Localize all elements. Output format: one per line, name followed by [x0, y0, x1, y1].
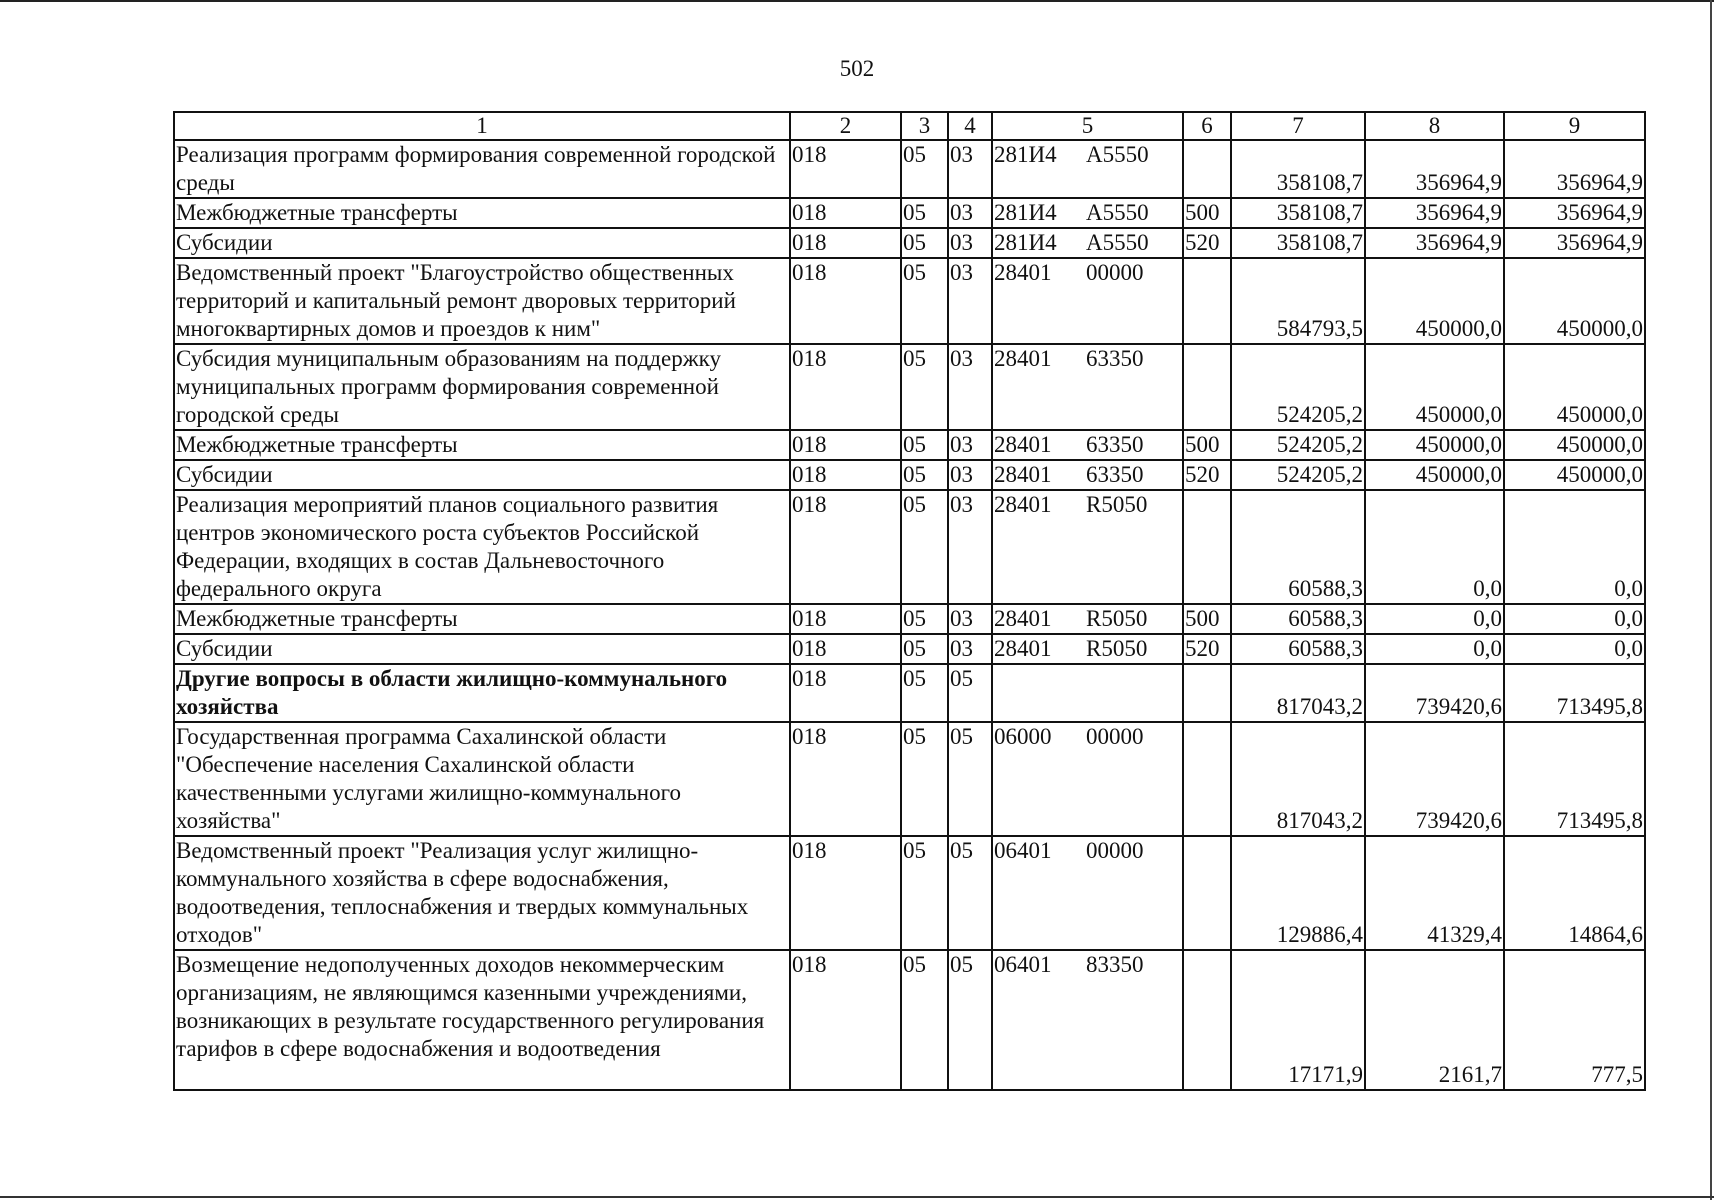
row-name: Субсидии: [174, 634, 790, 664]
row-code-subsection: 03: [948, 430, 992, 460]
row-code-target-program: 281И4: [994, 142, 1057, 167]
table-row: [174, 836, 1645, 950]
row-code-target: [992, 460, 1183, 490]
row-code-admin: 018: [790, 258, 901, 344]
row-code-subsection: 03: [948, 634, 992, 664]
row-code-admin: 018: [790, 950, 901, 1090]
row-amount-col-7: 60588,3: [1231, 604, 1365, 634]
header-col-4: 4: [948, 112, 992, 140]
table-row: [174, 430, 1645, 460]
row-code-target-program: 06401: [994, 838, 1052, 863]
row-code-target-program: 28401: [994, 260, 1052, 285]
table-row: [174, 664, 1645, 722]
row-code-target-direction: 83350: [1086, 952, 1144, 977]
row-code-section: 05: [901, 344, 948, 430]
row-code-admin: 018: [790, 198, 901, 228]
table-row: [174, 460, 1645, 490]
header-col-9: 9: [1504, 112, 1645, 140]
row-amount-col-8: 739420,6: [1365, 722, 1504, 836]
row-amount-col-7: 60588,3: [1231, 490, 1365, 604]
page-number: 502: [839, 56, 875, 81]
row-code-section: 05: [901, 634, 948, 664]
row-code-section: 05: [901, 490, 948, 604]
row-code-target-program: 06401: [994, 952, 1052, 977]
row-amount-col-7: 60588,3: [1231, 634, 1365, 664]
row-code-subsection: 05: [948, 722, 992, 836]
row-code-target-program: 06000: [994, 724, 1052, 749]
row-code-target: [992, 634, 1183, 664]
row-name: Субсидии: [174, 228, 790, 258]
row-name: Реализация мероприятий планов социального развития центров экономического роста субъектов Российской Федерации, входящих в состав Дальневосточного федерального округа: [174, 490, 790, 604]
table-row: [174, 950, 1645, 1090]
row-code-section: 05: [901, 198, 948, 228]
row-code-subsection: 03: [948, 140, 992, 198]
row-code-section: 05: [901, 604, 948, 634]
row-amount-col-8: 0,0: [1365, 634, 1504, 664]
row-code-target: [992, 604, 1183, 634]
row-amount-col-8: 356964,9: [1365, 140, 1504, 198]
row-code-admin: 018: [790, 430, 901, 460]
row-code-target-direction: R5050: [1086, 636, 1148, 661]
row-amount-col-7: 524205,2: [1231, 344, 1365, 430]
row-name: Ведомственный проект "Благоустройство общественных территорий и капитальный ремонт дворовых территорий многоквартирных домов и проездов к ним": [174, 258, 790, 344]
row-code-admin: 018: [790, 228, 901, 258]
table-row: [174, 604, 1645, 634]
row-code-target-direction: 63350: [1086, 346, 1144, 371]
row-code-expense-type: [1183, 490, 1231, 604]
row-code-target-direction: 63350: [1086, 432, 1144, 457]
row-code-target-direction: R5050: [1086, 492, 1148, 517]
row-code-expense-type: 500: [1183, 430, 1231, 460]
row-name: Межбюджетные трансферты: [174, 198, 790, 228]
row-name: Реализация программ формирования современной городской среды: [174, 140, 790, 198]
row-code-expense-type: 500: [1183, 604, 1231, 634]
row-code-section: 05: [901, 664, 948, 722]
top-edge-rule: [0, 0, 1714, 2]
row-code-subsection: 05: [948, 950, 992, 1090]
row-name: Субсидия муниципальным образованиям на поддержку муниципальных программ формирования современной городской среды: [174, 344, 790, 430]
row-amount-col-9: 0,0: [1504, 604, 1645, 634]
row-code-expense-type: [1183, 344, 1231, 430]
row-amount-col-9: 450000,0: [1504, 430, 1645, 460]
row-amount-col-8: 41329,4: [1365, 836, 1504, 950]
row-code-section: 05: [901, 140, 948, 198]
row-name: Межбюджетные трансферты: [174, 430, 790, 460]
table-row: [174, 258, 1645, 344]
row-amount-col-8: 356964,9: [1365, 198, 1504, 228]
row-amount-col-7: 817043,2: [1231, 722, 1365, 836]
row-amount-col-8: 0,0: [1365, 604, 1504, 634]
row-code-target-program: 281И4: [994, 200, 1057, 225]
row-amount-col-7: 358108,7: [1231, 140, 1365, 198]
row-code-target-direction: 00000: [1086, 724, 1144, 749]
table-row: [174, 344, 1645, 430]
row-code-admin: 018: [790, 344, 901, 430]
row-amount-col-9: 713495,8: [1504, 664, 1645, 722]
row-amount-col-9: 713495,8: [1504, 722, 1645, 836]
row-code-subsection: 03: [948, 258, 992, 344]
row-amount-col-8: 450000,0: [1365, 430, 1504, 460]
row-code-section: 05: [901, 258, 948, 344]
row-code-admin: 018: [790, 460, 901, 490]
row-amount-col-8: 739420,6: [1365, 664, 1504, 722]
row-code-target: [992, 430, 1183, 460]
bottom-edge-rule: [0, 1196, 1714, 1198]
row-code-subsection: 05: [948, 664, 992, 722]
row-name: Ведомственный проект "Реализация услуг жилищно-коммунального хозяйства в сфере водоснабжения, водоотведения, теплоснабжения и твердых коммунальных отходов": [174, 836, 790, 950]
row-code-expense-type: 520: [1183, 228, 1231, 258]
row-code-admin: 018: [790, 722, 901, 836]
row-code-target-program: 28401: [994, 346, 1052, 371]
row-code-subsection: 05: [948, 836, 992, 950]
row-amount-col-7: 524205,2: [1231, 430, 1365, 460]
row-code-admin: 018: [790, 634, 901, 664]
budget-table: [173, 111, 1646, 1091]
row-amount-col-9: 0,0: [1504, 490, 1645, 604]
row-code-subsection: 03: [948, 460, 992, 490]
row-code-target: [992, 140, 1183, 198]
row-code-target-program: 28401: [994, 492, 1052, 517]
row-amount-col-7: 584793,5: [1231, 258, 1365, 344]
row-code-target-program: 281И4: [994, 230, 1057, 255]
row-code-section: 05: [901, 460, 948, 490]
row-name: Субсидии: [174, 460, 790, 490]
row-code-target: [992, 344, 1183, 430]
row-code-target: [992, 258, 1183, 344]
row-amount-col-9: 356964,9: [1504, 228, 1645, 258]
header-col-7: 7: [1231, 112, 1365, 140]
row-code-expense-type: [1183, 836, 1231, 950]
row-code-target-direction: 00000: [1086, 260, 1144, 285]
row-code-subsection: 03: [948, 490, 992, 604]
row-amount-col-9: 0,0: [1504, 634, 1645, 664]
row-amount-col-9: 356964,9: [1504, 140, 1645, 198]
table-row: [174, 722, 1645, 836]
row-amount-col-8: 450000,0: [1365, 344, 1504, 430]
table-row: [174, 634, 1645, 664]
row-name: Другие вопросы в области жилищно-коммунального хозяйства: [174, 664, 790, 722]
row-code-subsection: 03: [948, 198, 992, 228]
row-code-expense-type: [1183, 140, 1231, 198]
row-code-target-program: 28401: [994, 636, 1052, 661]
row-code-admin: 018: [790, 836, 901, 950]
row-code-target: [992, 722, 1183, 836]
row-amount-col-7: 358108,7: [1231, 228, 1365, 258]
header-col-3: 3: [901, 112, 948, 140]
right-edge-rule: [1710, 0, 1712, 1200]
row-amount-col-7: 17171,9: [1231, 950, 1365, 1090]
row-code-section: 05: [901, 836, 948, 950]
row-code-target-direction: А5550: [1086, 142, 1149, 167]
row-code-expense-type: [1183, 664, 1231, 722]
table-row: [174, 490, 1645, 604]
row-amount-col-8: 450000,0: [1365, 460, 1504, 490]
row-code-target-direction: А5550: [1086, 200, 1149, 225]
row-code-expense-type: 520: [1183, 634, 1231, 664]
row-code-section: 05: [901, 722, 948, 836]
row-code-target: [992, 664, 1183, 722]
row-amount-col-8: 356964,9: [1365, 228, 1504, 258]
row-amount-col-9: 450000,0: [1504, 460, 1645, 490]
row-amount-col-8: 2161,7: [1365, 950, 1504, 1090]
row-code-subsection: 03: [948, 228, 992, 258]
header-col-8: 8: [1365, 112, 1504, 140]
row-code-section: 05: [901, 430, 948, 460]
row-code-admin: 018: [790, 604, 901, 634]
header-col-5: 5: [992, 112, 1183, 140]
row-code-section: 05: [901, 950, 948, 1090]
row-name: Государственная программа Сахалинской области "Обеспечение населения Сахалинской области качественными услугами жилищно-коммунального хозяйства": [174, 722, 790, 836]
header-col-1: 1: [174, 112, 790, 140]
row-code-target: [992, 836, 1183, 950]
row-code-target-direction: 00000: [1086, 838, 1144, 863]
row-amount-col-7: 524205,2: [1231, 460, 1365, 490]
row-amount-col-8: 0,0: [1365, 490, 1504, 604]
header-col-2: 2: [790, 112, 901, 140]
row-name: Межбюджетные трансферты: [174, 604, 790, 634]
row-code-target-program: 28401: [994, 432, 1052, 457]
row-amount-col-9: 777,5: [1504, 950, 1645, 1090]
row-code-admin: 018: [790, 490, 901, 604]
row-code-expense-type: 520: [1183, 460, 1231, 490]
row-amount-col-7: 817043,2: [1231, 664, 1365, 722]
row-code-target: [992, 950, 1183, 1090]
row-code-expense-type: [1183, 258, 1231, 344]
row-code-expense-type: [1183, 722, 1231, 836]
row-amount-col-7: 358108,7: [1231, 198, 1365, 228]
row-amount-col-8: 450000,0: [1365, 258, 1504, 344]
header-col-6: 6: [1183, 112, 1231, 140]
row-code-target: [992, 228, 1183, 258]
row-code-subsection: 03: [948, 344, 992, 430]
row-amount-col-9: 450000,0: [1504, 344, 1645, 430]
row-amount-col-9: 356964,9: [1504, 198, 1645, 228]
row-amount-col-9: 450000,0: [1504, 258, 1645, 344]
row-code-target: [992, 198, 1183, 228]
row-code-target: [992, 490, 1183, 604]
table-header-row: [174, 112, 1645, 140]
table-row: [174, 198, 1645, 228]
row-code-target-direction: R5050: [1086, 606, 1148, 631]
row-code-target-direction: 63350: [1086, 462, 1144, 487]
row-amount-col-9: 14864,6: [1504, 836, 1645, 950]
row-code-target-program: 28401: [994, 606, 1052, 631]
row-code-admin: 018: [790, 140, 901, 198]
row-code-section: 05: [901, 228, 948, 258]
row-amount-col-7: 129886,4: [1231, 836, 1365, 950]
row-code-target-program: 28401: [994, 462, 1052, 487]
table-row: [174, 140, 1645, 198]
row-code-expense-type: [1183, 950, 1231, 1090]
row-code-expense-type: 500: [1183, 198, 1231, 228]
row-code-subsection: 03: [948, 604, 992, 634]
row-code-target-direction: А5550: [1086, 230, 1149, 255]
row-name: Возмещение недополученных доходов некоммерческим организациям, не являющимся казенными учреждениями, возникающих в результате государственного регулирования тарифов в сфере водоснабжения и водоотведения: [174, 950, 790, 1090]
row-code-admin: 018: [790, 664, 901, 722]
table-row: [174, 228, 1645, 258]
